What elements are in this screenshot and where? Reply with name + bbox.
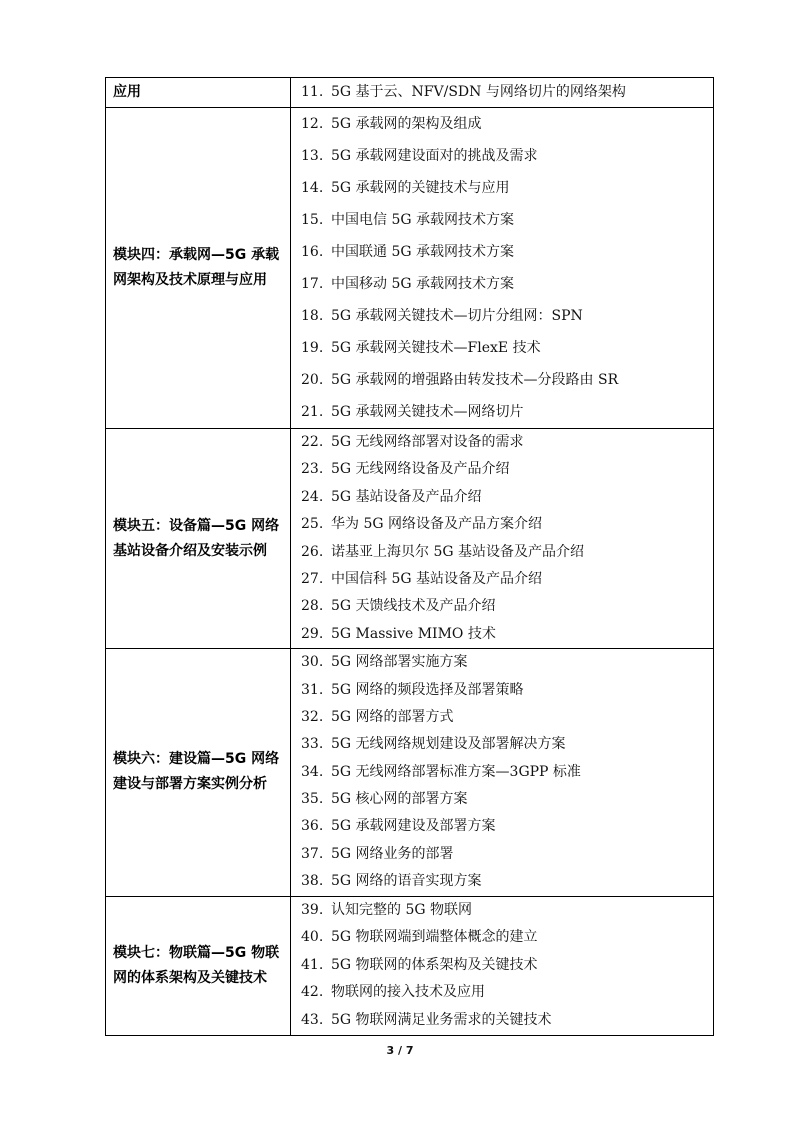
topic-number: 35. xyxy=(301,791,324,808)
topic-list xyxy=(291,108,713,428)
module-title: 模块五：设备篇—5G 网络基站设备介绍及安装示例 xyxy=(106,429,291,649)
topic-item xyxy=(301,456,713,483)
topic-item xyxy=(301,78,713,107)
topic-number: 36. xyxy=(301,818,324,835)
topic-list xyxy=(291,78,713,107)
topic-number: 37. xyxy=(301,845,324,862)
module-row xyxy=(106,108,714,429)
topic-text: 5G 物联网端到端整体概念的建立 xyxy=(331,929,538,946)
topic-number: 29. xyxy=(301,625,324,642)
topic-number: 17. xyxy=(301,276,324,292)
topic-text: 华为 5G 网络设备及产品方案介绍 xyxy=(331,516,542,533)
topic-cell xyxy=(291,108,714,429)
topic-item xyxy=(301,621,713,648)
topic-item xyxy=(301,759,713,786)
topic-text: 5G 承载网关键技术—切片分组网：SPN xyxy=(331,308,583,324)
topic-number: 40. xyxy=(301,929,324,946)
topic-item xyxy=(301,841,713,868)
topic-number: 41. xyxy=(301,956,324,973)
topic-number: 43. xyxy=(301,1012,324,1029)
topic-item xyxy=(301,704,713,731)
topic-number: 27. xyxy=(301,570,324,587)
topic-item xyxy=(301,332,713,364)
topic-text: 5G 网络的部署方式 xyxy=(331,708,454,725)
topic-list xyxy=(291,429,713,648)
topic-number: 42. xyxy=(301,984,324,1001)
topic-text: 5G 核心网的部署方案 xyxy=(331,791,468,808)
topic-item xyxy=(301,731,713,758)
topic-text: 5G 承载网的增强路由转发技术—分段路由 SR xyxy=(331,372,619,388)
topic-text: 5G 网络部署实施方案 xyxy=(331,654,468,671)
topic-text: 5G 网络的频段选择及部署策略 xyxy=(331,681,524,698)
topic-item xyxy=(301,204,713,236)
topic-text: 5G 无线网络规划建设及部署解决方案 xyxy=(331,736,566,753)
module-title: 模块四：承载网—5G 承载网架构及技术原理与应用 xyxy=(106,108,291,429)
topic-text: 5G 网络业务的部署 xyxy=(331,845,454,862)
topic-text: 5G 承载网关键技术—FlexE 技术 xyxy=(331,340,541,356)
topic-item xyxy=(301,979,713,1007)
topic-item xyxy=(301,649,713,676)
topic-item xyxy=(301,300,713,332)
topic-number: 16. xyxy=(301,244,324,260)
topic-number: 31. xyxy=(301,681,324,698)
topic-cell xyxy=(291,429,714,649)
topic-text: 5G 承载网的架构及组成 xyxy=(331,116,482,132)
topic-item xyxy=(301,364,713,396)
topic-text: 5G 承载网关键技术—网络切片 xyxy=(331,404,524,420)
topic-number: 15. xyxy=(301,212,324,228)
topic-number: 38. xyxy=(301,873,324,890)
topic-item xyxy=(301,677,713,704)
topic-item xyxy=(301,566,713,593)
topic-list xyxy=(291,897,713,1035)
topic-item xyxy=(301,511,713,538)
topic-number: 23. xyxy=(301,461,324,478)
topic-number: 14. xyxy=(301,180,324,196)
topic-cell xyxy=(291,649,714,897)
topic-text: 5G 无线网络部署对设备的需求 xyxy=(331,434,524,450)
topic-text: 5G 无线网络部署标准方案—3GPP 标准 xyxy=(331,763,581,780)
topic-number: 20. xyxy=(301,372,324,388)
topic-text: 物联网的接入技术及应用 xyxy=(331,984,485,1001)
topic-item xyxy=(301,268,713,300)
topic-number: 32. xyxy=(301,708,324,725)
topic-text: 5G 承载网的关键技术与应用 xyxy=(331,180,510,196)
topic-item xyxy=(301,484,713,511)
topic-text: 5G 物联网的体系架构及关键技术 xyxy=(331,956,538,973)
topic-item xyxy=(301,539,713,566)
topic-cell xyxy=(291,78,714,108)
topic-list xyxy=(291,649,713,896)
topic-cell xyxy=(291,896,714,1035)
topic-number: 19. xyxy=(301,340,324,356)
topic-number: 33. xyxy=(301,736,324,753)
topic-number: 39. xyxy=(301,901,324,918)
topic-item xyxy=(301,897,713,925)
topic-text: 5G 承载网建设面对的挑战及需求 xyxy=(331,148,538,164)
module-title: 模块六：建设篇—5G 网络建设与部署方案实例分析 xyxy=(106,649,291,897)
topic-item xyxy=(301,786,713,813)
topic-text: 认知完整的 5G 物联网 xyxy=(331,901,472,918)
module-row xyxy=(106,649,714,897)
topic-item xyxy=(301,952,713,980)
topic-item xyxy=(301,924,713,952)
topic-text: 5G 网络的语音实现方案 xyxy=(331,873,482,890)
topic-number: 22. xyxy=(301,434,324,450)
topic-text: 诺基亚上海贝尔 5G 基站设备及产品介绍 xyxy=(331,543,584,560)
topic-number: 18. xyxy=(301,308,324,324)
topic-text: 中国电信 5G 承载网技术方案 xyxy=(331,212,514,228)
page-number: 3 / 7 xyxy=(386,1044,414,1057)
topic-item xyxy=(301,813,713,840)
topic-item xyxy=(301,396,713,428)
module-row xyxy=(106,896,714,1035)
topic-number: 26. xyxy=(301,543,324,560)
topic-number: 13. xyxy=(301,148,324,164)
topic-item xyxy=(301,236,713,268)
topic-number: 30. xyxy=(301,654,324,671)
topic-item xyxy=(301,108,713,140)
topic-number: 21. xyxy=(301,404,324,420)
topic-text: 5G 天馈线技术及产品介绍 xyxy=(331,598,496,615)
topic-number: 25. xyxy=(301,516,324,533)
topic-item xyxy=(301,593,713,620)
topic-number: 28. xyxy=(301,598,324,615)
topic-text: 中国移动 5G 承载网技术方案 xyxy=(331,276,514,292)
topic-item xyxy=(301,140,713,172)
topic-number: 11. xyxy=(301,84,324,100)
topic-text: 5G 物联网满足业务需求的关键技术 xyxy=(331,1012,552,1029)
module-title: 模块七：物联篇—5G 物联网的体系架构及关键技术 xyxy=(106,896,291,1035)
topic-number: 12. xyxy=(301,116,324,132)
module-row xyxy=(106,429,714,649)
module-row xyxy=(106,78,714,108)
topic-text: 5G 基站设备及产品介绍 xyxy=(331,488,482,505)
topic-text: 5G 无线网络设备及产品介绍 xyxy=(331,461,510,478)
topic-number: 34. xyxy=(301,763,324,780)
topic-text: 5G 基于云、NFV/SDN 与网络切片的网络架构 xyxy=(331,84,626,100)
topic-number: 24. xyxy=(301,488,324,505)
course-outline-table xyxy=(105,77,714,1036)
module-title: 应用 xyxy=(106,78,291,108)
topic-item xyxy=(301,429,713,456)
topic-text: 中国联通 5G 承载网技术方案 xyxy=(331,244,514,260)
table-body xyxy=(106,78,714,1036)
topic-item xyxy=(301,868,713,895)
topic-text: 5G Massive MIMO 技术 xyxy=(331,625,496,642)
topic-item xyxy=(301,1007,713,1035)
topic-text: 5G 承载网建设及部署方案 xyxy=(331,818,496,835)
topic-item xyxy=(301,172,713,204)
topic-text: 中国信科 5G 基站设备及产品介绍 xyxy=(331,570,542,587)
